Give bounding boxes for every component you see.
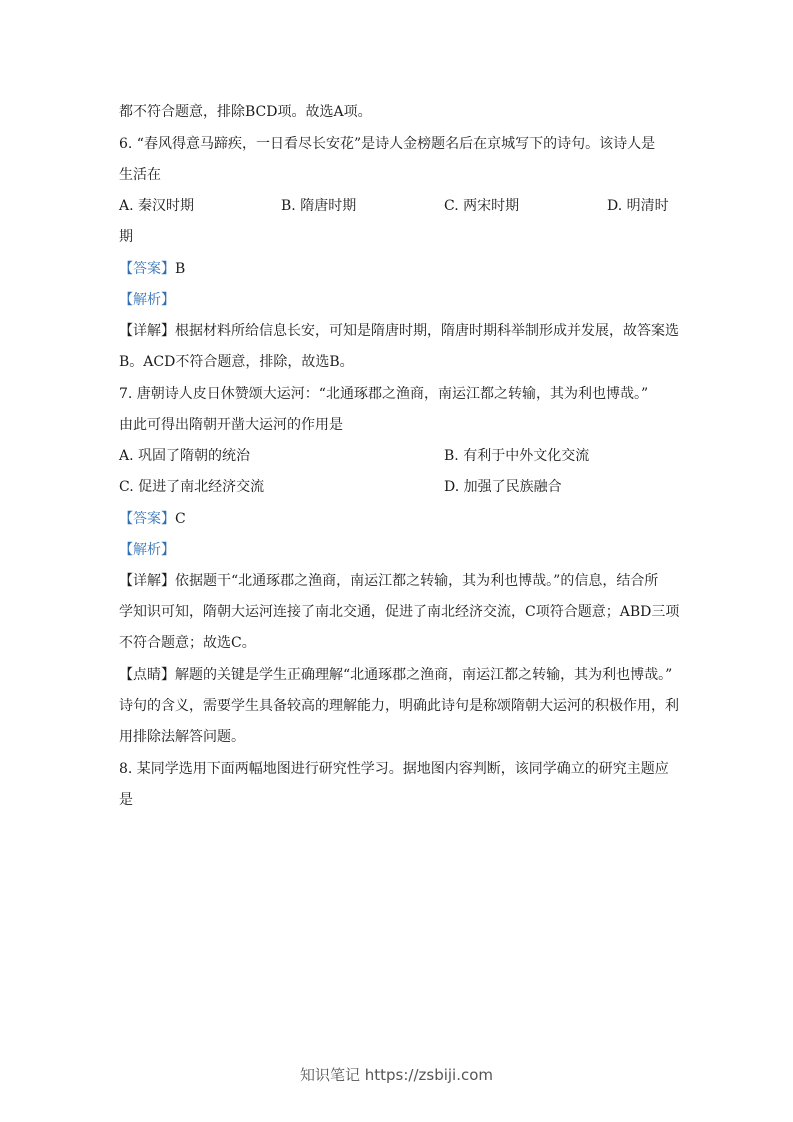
q7-tip-cont-1: 诗句的含义，需要学生具备较高的理解能力，明确此诗句是称颂隋朝大运河的积极作用，利 <box>119 698 679 714</box>
answer-value: B <box>175 261 186 277</box>
q6-answer <box>119 261 185 277</box>
analysis-tag: 【解析】 <box>119 542 175 558</box>
q6-option-a: A. 秦汉时期 <box>119 198 195 214</box>
q6-option-c: C. 两宋时期 <box>444 198 520 214</box>
q7-option-a: A. 巩固了隋朝的统治 <box>119 448 251 464</box>
q7-detail-cont-1: 学知识可知，隋朝大运河连接了南北交通，促进了南北经济交流，C项符合题意；ABD三项 <box>119 604 680 620</box>
q6-detail-cont: B。ACD不符合题意，排除，故选B。 <box>119 354 354 370</box>
question-6-stem: 6. “春风得意马蹄疾，一日看尽长安花”是诗人金榜题名后在京城写下的诗句。该诗人是 <box>119 136 656 152</box>
q6-option-b: B. 隋唐时期 <box>281 198 357 214</box>
footer-watermark: 知识笔记 https://zsbiji.com <box>299 1066 494 1084</box>
question-7-stem: 7. 唐朝诗人皮日休赞颂大运河：“北通琢郡之渔商，南运江都之转输，其为利也博哉。” <box>119 386 649 402</box>
q7-tip-cont-2: 用排除法解答问题。 <box>119 729 245 745</box>
q7-answer <box>119 511 186 527</box>
tip-text: 解题的关键是学生正确理解“北通琢郡之渔商，南运江都之转输，其为利也博哉。” <box>175 667 673 683</box>
q6-analysis <box>119 292 175 308</box>
analysis-tag: 【解析】 <box>119 292 175 308</box>
question-6-stem-cont: 生活在 <box>119 167 161 183</box>
detail-tag: 【详解】 <box>119 323 175 339</box>
detail-text: 根据材料所给信息长安，可知是隋唐时期，隋唐时期科举制形成并发展，故答案选 <box>175 323 679 339</box>
question-7-stem-cont: 由此可得出隋朝开凿大运河的作用是 <box>119 417 343 433</box>
tip-tag: 【点睛】 <box>119 667 175 683</box>
q7-tip <box>119 667 672 683</box>
text-line: 都不符合题意，排除BCD项。故选A项。 <box>119 104 372 120</box>
question-8-stem: 8. 某同学选用下面两幅地图进行研究性学习。据地图内容判断，该同学确立的研究主题应 <box>119 761 669 777</box>
q6-detail <box>119 323 679 339</box>
q6-option-d-cont: 期 <box>119 229 133 245</box>
q7-analysis <box>119 542 175 558</box>
q7-option-b: B. 有利于中外文化交流 <box>444 448 590 464</box>
answer-tag: 【答案】 <box>119 511 175 527</box>
q7-option-c: C. 促进了南北经济交流 <box>119 479 265 495</box>
question-8-stem-cont: 是 <box>119 792 133 808</box>
detail-text: 依据题干“北通琢郡之渔商，南运江都之转输，其为利也博哉。”的信息，结合所 <box>175 573 659 589</box>
q6-option-d: D. 明清时 <box>607 198 669 214</box>
answer-tag: 【答案】 <box>119 261 175 277</box>
q7-option-d: D. 加强了民族融合 <box>444 479 562 495</box>
q7-detail <box>119 573 658 589</box>
answer-value: C <box>175 511 186 527</box>
q7-detail-cont-2: 不符合题意；故选C。 <box>119 635 256 651</box>
detail-tag: 【详解】 <box>119 573 175 589</box>
